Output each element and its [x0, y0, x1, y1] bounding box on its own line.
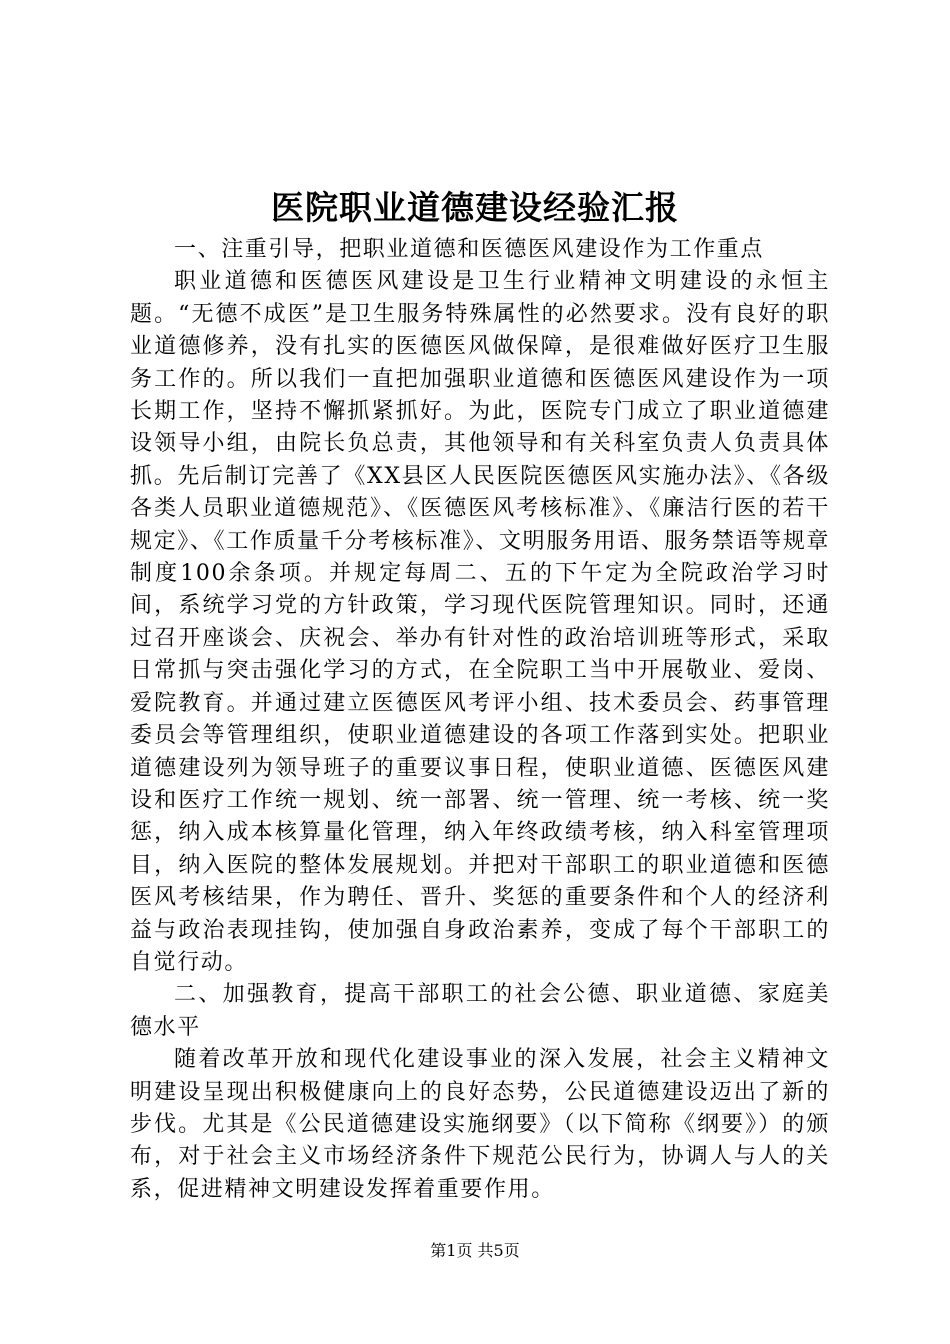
document-body — [130, 234, 830, 1206]
section-heading-1: 一、注重引导，把职业道德和医德医风建设作为工作重点 — [174, 237, 765, 262]
paragraph-2: 随着改革开放和现代化建设事业的深入发展，社会主义精神文明建设呈现出积极健康向上的良好态势，公民道德建设迈出了新的步伐。尤其是《公民道德建设实施纲要》（以下简称《纲要》）的颁布，对于社会主义市场经济条件下规范公民行为，协调人与人的关系，促进精神文明建设发挥着重要作用。 — [130, 1047, 830, 1202]
document-title: 医院职业道德建设经验汇报 — [271, 188, 679, 227]
page-footer: 第1页 共5页 — [430, 1241, 520, 1260]
paragraph-1: 职业道德和医德医风建设是卫生行业精神文明建设的永恒主题。“无德不成医”是卫生服务特殊属性的必然要求。没有良好的职业道德修养，没有扎实的医德医风做保障，是很难做好医疗卫生服务工作的。所以我们一直把加强职业道德和医德医风建设作为一项长期工作，坚持不懈抓紧抓好。为此，医院专门成立了职业道德建设领导小组，由院长负总责，其他领导和有关科室负责人负责具体抓。先后制订完善了《XX县区人民医院医德医风实施办法》、《各级各类人员职业道德规范》、《医德医风考核标准》、《廉洁行医的若干规定》、《工作质量千分考核标准》、文明服务用语、服务禁语等规章制度100余条项。并规定每周二、五的下午定为全院政治学习时间，系统学习党的方针政策，学习现代医院管理知识。同时，还通过召开座谈会、庆祝会、举办有针对性的政治培训班等形式，采取日常抓与突击强化学习的方式，在全院职工当中开展敬业、爱岗、爱院教育。并通过建立医德医风考评小组、技术委员会、药事管理委员会等管理组织，使职业道德建设的各项工作落到实处。把职业道德建设列为领导班子的重要议事日程，使职业道德、医德医风建设和医疗工作统一规划、统一部署、统一管理、统一考核、统一奖惩，纳入成本核算量化管理，纳入年终政绩考核，纳入科室管理项目，纳入医院的整体发展规划。并把对干部职工的职业道德和医德医风考核结果，作为聘任、晋升、奖惩的重要条件和个人的经济利益与政治表现挂钩，使加强自身政治素养，变成了每个干部职工的自觉行动。 — [130, 269, 830, 975]
section-heading-2: 二、加强教育，提高干部职工的社会公德、职业道德、家庭美德水平 — [130, 982, 830, 1040]
